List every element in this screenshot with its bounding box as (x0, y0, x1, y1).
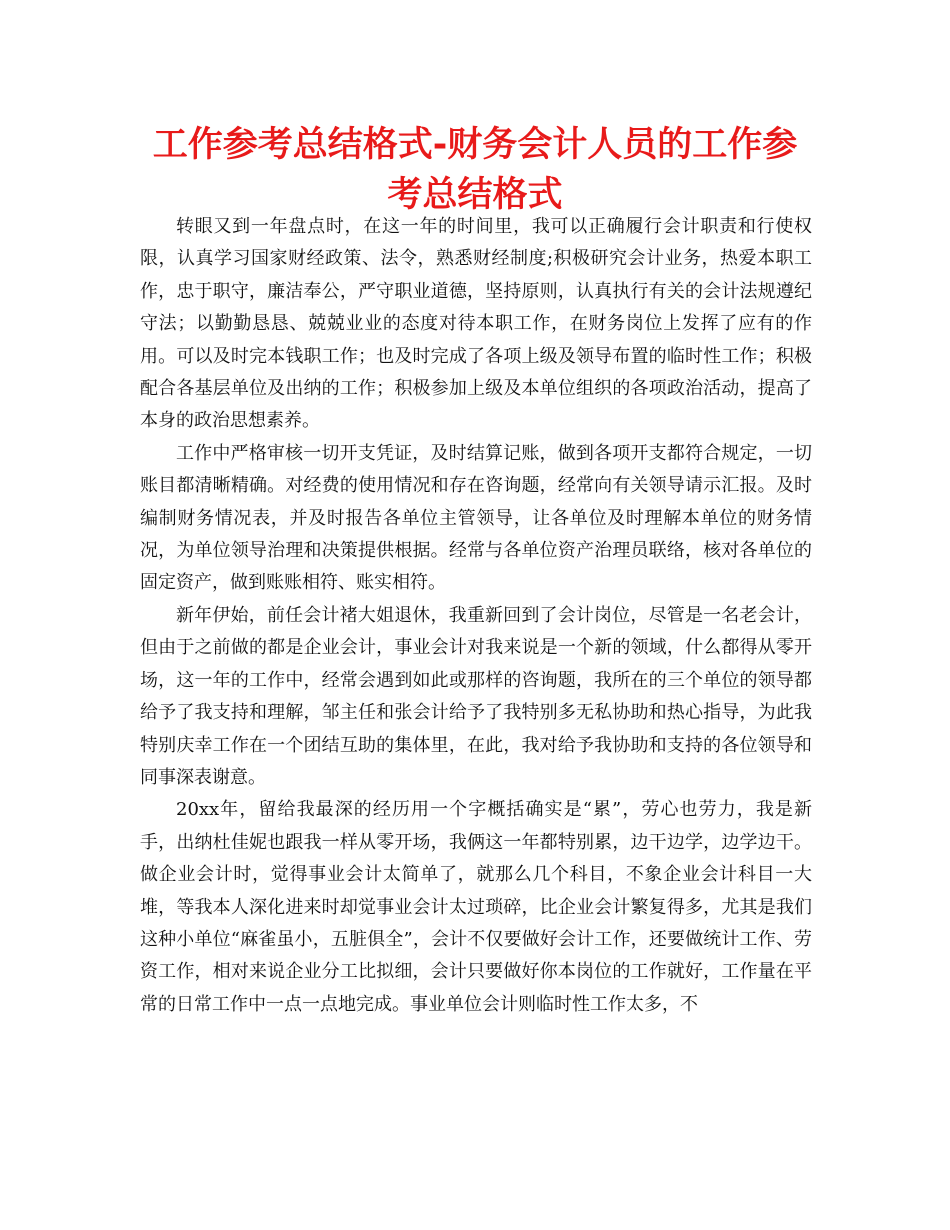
paragraph-4: 20xx年，留给我最深的经历用一个字概括确实是“累”，劳心也劳力，我是新手，出纳杜佳妮也跟我一样从零开场，我俩这一年都特别累，边干边学，边学边干。做企业会计时，觉得事业会计太简单了，就那么几个科目，不象企业会计科目一大堆，等我本人深化进来时却觉事业会计太过琐碎，比企业会计繁复得多，尤其是我们这种小单位“麻雀虽小，五脏俱全”，会计不仅要做好会计工作，还要做统计工作、劳资工作，相对来说企业分工比拟细，会计只要做好你本岗位的工作就好，工作量在平常的日常工作中一点一点地完成。事业单位会计则临时性工作太多，不 (140, 799, 812, 1015)
paragraph-1: 转眼又到一年盘点时，在这一年的时间里，我可以正确履行会计职责和行使权限，认真学习国家财经政策、法令，熟悉财经制度;积极研究会计业务，热爱本职工作，忠于职守，廉洁奉公，严守职业道德，坚持原则，认真执行有关的会计法规遵纪守法；以勤勤恳恳、兢兢业业的态度对待本职工作，在财务岗位上发挥了应有的作用。可以及时完本钱职工作；也及时完成了各项上级及领导布置的临时性工作；积极配合各基层单位及出纳的工作；积极参加上级及本单位组织的各项政治活动，提高了本身的政治思想素养。 (140, 216, 812, 432)
document-body (140, 211, 812, 1021)
document-title: 工作参考总结格式-财务会计人员的工作参考总结格式 (152, 125, 798, 215)
paragraph-3: 新年伊始，前任会计褚大姐退休，我重新回到了会计岗位，尽管是一名老会计，但由于之前做的都是企业会计，事业会计对我来说是一个新的领域，什么都得从零开场，这一年的工作中，经常会遇到如此或那样的咨询题，我所在的三个单位的领导都给予了我支持和理解，邹主任和张会计给予了我特别多无私协助和热心指导，为此我特别庆幸工作在一个团结互助的集体里，在此，我对给予我协助和支持的各位领导和同事深表谢意。 (140, 604, 812, 788)
paragraph-2: 工作中严格审核一切开支凭证，及时结算记账，做到各项开支都符合规定，一切账目都清晰精确。对经费的使用情况和存在咨询题，经常向有关领导请示汇报。及时编制财务情况表，并及时报告各单位主管领导，让各单位及时理解本单位的财务情况，为单位领导治理和决策提供根据。经常与各单位资产治理员联络，核对各单位的固定资产，做到账账相符、账实相符。 (140, 442, 812, 594)
